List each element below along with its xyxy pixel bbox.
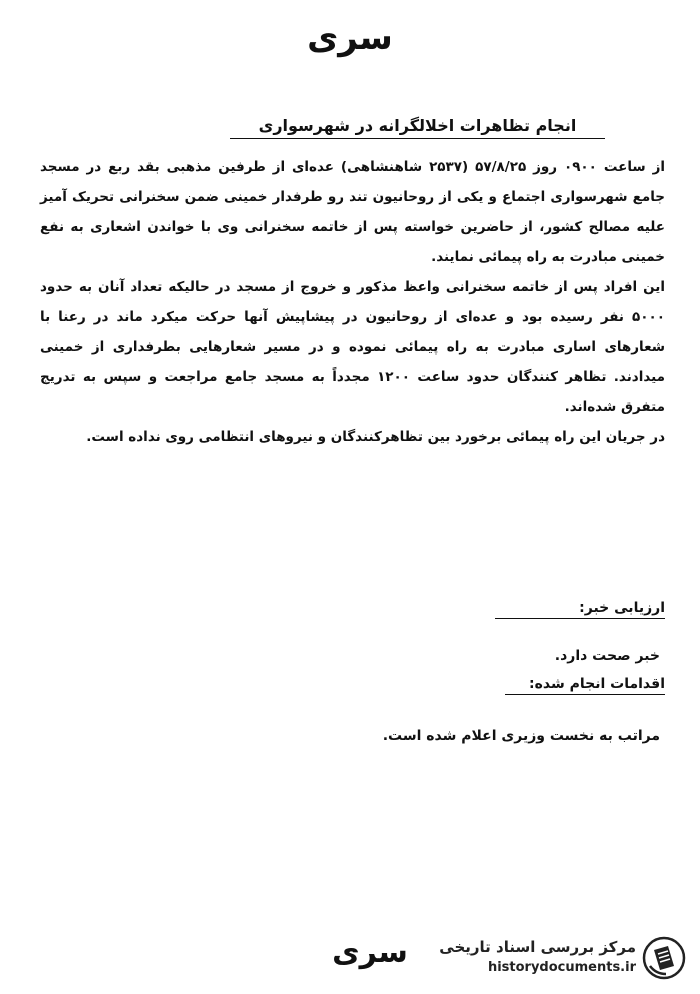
watermark-text-english: historydocuments.ir xyxy=(487,960,636,975)
body-paragraph-1: از ساعت ۰۹۰۰ روز ۵۷/۸/۲۵ (۲۵۳۷ شاهنشاهی) عده‌ای از طرفین مذهبی بقد ربع در مسجد جامع شهرسواری اجتماع و یکی از روحانیون تند رو طرفدار خمینی ضمن سخنرانی تحریک آمیز علیه مصالح کشور، از حاضرین خواسته پس از خاتمه سخنرانی وی با خواندن اشعاری به نفع خمینی مبادرت به راه پیمائی نمایند. xyxy=(40,159,665,265)
evaluation-label: ارزیابی خبر: xyxy=(495,600,665,619)
body-paragraph-3: در جریان این راه پیمائی برخورد بین تظاهرکنندگان و نیروهای انتظامی روی نداده است. xyxy=(86,429,665,445)
body-paragraph-2: این افراد پس از خاتمه سخنرانی واعظ مذکور و خروج از مسجد در حالیکه تعداد آنان به حدود ۵۰۰۰ نفر رسیده بود و عده‌ای از روحانیون در پیشاپیش آنها حرکت میکرد ماند در رعنا با شعارهای اساری مبادرت به راه پیمائی نموده و در مسیر شعارهایی بطرفداری از خمینی میدادند. تظاهر کنندگان حدود ساعت ۱۲۰۰ مجدداً به مسجد جامع مراجعت و سپس به تدریج متفرق شده‌اند. xyxy=(40,279,665,415)
watermark-text-persian: مرکز بررسی اسناد تاریخی xyxy=(439,938,636,956)
document-subject: انجام تظاهرات اخلالگرانه در شهرسواری xyxy=(230,116,605,139)
classification-stamp-bottom: سری xyxy=(332,935,408,970)
document-body xyxy=(40,152,665,452)
document-archive-logo-icon xyxy=(642,936,686,980)
actions-label: اقدامات انجام شده: xyxy=(505,676,665,695)
evaluation-text: خبر صحت دارد. xyxy=(554,648,660,664)
classification-stamp-top: سری xyxy=(307,18,393,58)
actions-text: مراتب به نخست وزیری اعلام شده است. xyxy=(382,728,660,744)
watermark xyxy=(428,936,690,984)
